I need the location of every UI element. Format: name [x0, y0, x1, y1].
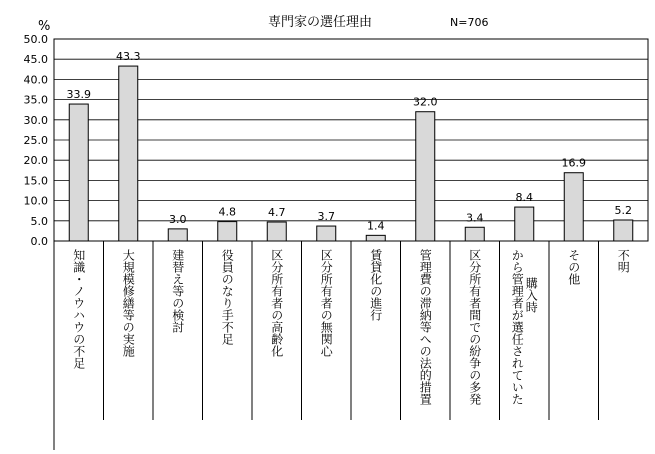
data-label: 3.4 [466, 211, 484, 225]
y-tick-label: 5.0 [30, 214, 48, 228]
y-tick-label: 35.0 [23, 93, 48, 107]
category-label: 賃貸化の進行 [368, 249, 383, 321]
data-label: 3.0 [169, 212, 187, 226]
data-label: 5.2 [614, 203, 632, 217]
y-tick-label: 30.0 [23, 113, 48, 127]
data-label: 8.4 [515, 191, 533, 205]
category-label: 区分所有者の高齢化 [269, 249, 284, 357]
bar [564, 173, 583, 241]
bar [366, 235, 385, 241]
y-axis-unit-label: % [38, 19, 51, 34]
data-label: 1.4 [367, 219, 385, 233]
y-tick-label: 15.0 [23, 174, 48, 188]
data-label: 33.9 [66, 88, 91, 102]
bar [614, 220, 633, 241]
y-tick-label: 20.0 [23, 154, 48, 168]
category-label: 購入時 [524, 277, 539, 313]
chart-title: 専門家の選任理由 [267, 15, 373, 30]
data-label: 32.0 [413, 95, 438, 109]
category-label: 大規模修繕等の実施 [121, 249, 136, 357]
category-label: 不明 [616, 249, 631, 273]
labels [24, 33, 633, 405]
category-label: その他 [566, 249, 581, 285]
category-label: 区分所有者の無関心 [319, 249, 334, 357]
bar [218, 222, 237, 241]
category-label: 区分所有者間での紛争の多発 [467, 249, 482, 405]
bar [515, 207, 534, 241]
data-label: 43.3 [116, 50, 141, 64]
y-tick-label: 50.0 [23, 33, 48, 46]
bar [168, 229, 187, 241]
category-label: 役員のなり手不足 [220, 249, 235, 345]
gridlines [54, 39, 648, 224]
bar [267, 222, 286, 241]
category-label: 管理費の滞納等への法的措置 [418, 249, 433, 405]
bar [416, 112, 435, 241]
bar [119, 66, 138, 241]
y-tick-label: 10.0 [23, 194, 48, 208]
data-label: 3.7 [317, 210, 335, 224]
sample-size-note: N=706 [450, 16, 489, 29]
y-tick-label: 25.0 [23, 134, 48, 147]
data-label: 16.9 [561, 156, 586, 170]
y-tick-label: 45.0 [23, 53, 48, 67]
bars [66, 66, 633, 241]
y-tick-label: 40.0 [23, 73, 48, 87]
data-label: 4.8 [218, 205, 236, 219]
bar [317, 226, 336, 241]
axes [54, 39, 648, 450]
bar [465, 227, 484, 241]
data-label: 4.7 [268, 206, 286, 220]
category-label: 知識・ノウハウの不足 [71, 249, 86, 369]
category-label: から管理者が選任されていた [510, 249, 525, 405]
category-label: 建替え等の検討 [170, 249, 185, 333]
y-tick-label: 0.0 [30, 235, 48, 248]
bar [69, 104, 88, 241]
